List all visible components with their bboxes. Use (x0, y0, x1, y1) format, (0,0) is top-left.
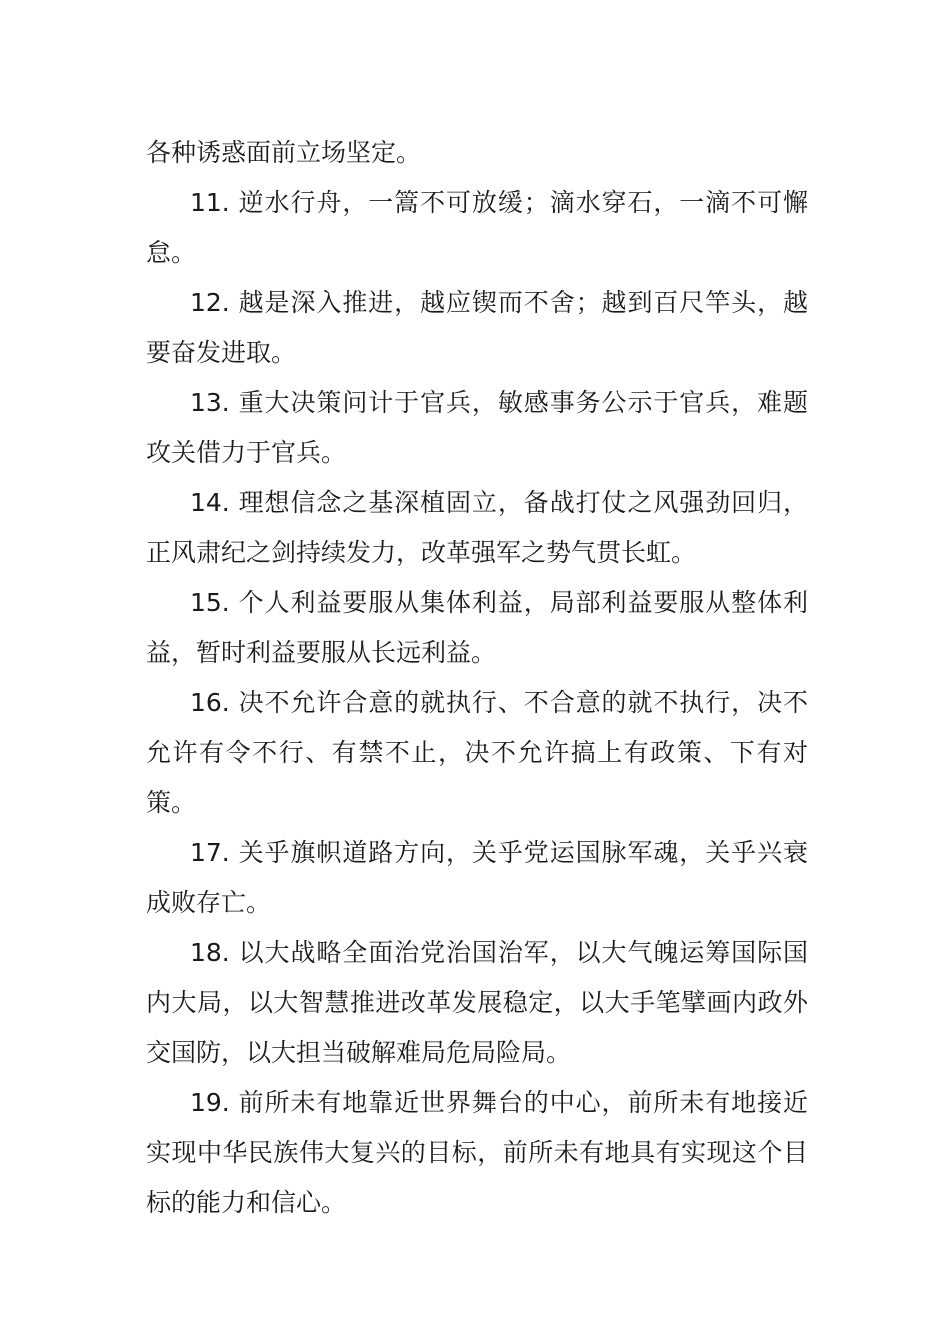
item-text: 理想信念之基深植固立，备战打仗之风强劲回归，正风肃纪之剑持续发力，改革强军之势气贯长虹。 (146, 488, 808, 567)
list-item-14 (146, 478, 808, 578)
list-item-16 (146, 678, 808, 828)
item-text: 个人利益要服从集体利益，局部利益要服从整体利益，暂时利益要服从长远利益。 (146, 588, 808, 667)
list-item-12 (146, 278, 808, 378)
item-number: 12. (190, 288, 230, 317)
item-number: 15. (190, 588, 230, 617)
list-item-18 (146, 928, 808, 1078)
list-item-13 (146, 378, 808, 478)
list-item-11 (146, 178, 808, 278)
document-page (146, 128, 808, 1228)
item-text: 以大战略全面治党治国治军，以大气魄运筹国际国内大局，以大智慧推进改革发展稳定，以大手笔擘画内政外交国防，以大担当破解难局危局险局。 (146, 938, 808, 1067)
list-item-19 (146, 1078, 808, 1228)
list-item-17 (146, 828, 808, 928)
item-number: 13. (190, 388, 230, 417)
item-text: 逆水行舟，一篙不可放缓；滴水穿石，一滴不可懈怠。 (146, 188, 808, 267)
item-number: 18. (190, 938, 230, 967)
item-text: 重大决策问计于官兵，敏感事务公示于官兵，难题攻关借力于官兵。 (146, 388, 808, 467)
item-text: 决不允许合意的就执行、不合意的就不执行，决不允许有令不行、有禁不止，决不允许搞上有政策、下有对策。 (146, 688, 808, 817)
item-number: 16. (190, 688, 230, 717)
item-text: 越是深入推进，越应锲而不舍；越到百尺竿头，越要奋发进取。 (146, 288, 808, 367)
item-number: 17. (190, 838, 230, 867)
item-text: 关乎旗帜道路方向，关乎党运国脉军魂，关乎兴衰成败存亡。 (146, 838, 808, 917)
item-number: 14. (190, 488, 230, 517)
item-text: 前所未有地靠近世界舞台的中心，前所未有地接近实现中华民族伟大复兴的目标，前所未有地具有实现这个目标的能力和信心。 (146, 1088, 808, 1217)
continuation-paragraph: 各种诱惑面前立场坚定。 (146, 138, 422, 167)
item-number: 11. (190, 188, 230, 217)
list-item-15 (146, 578, 808, 678)
item-number: 19. (190, 1088, 230, 1117)
